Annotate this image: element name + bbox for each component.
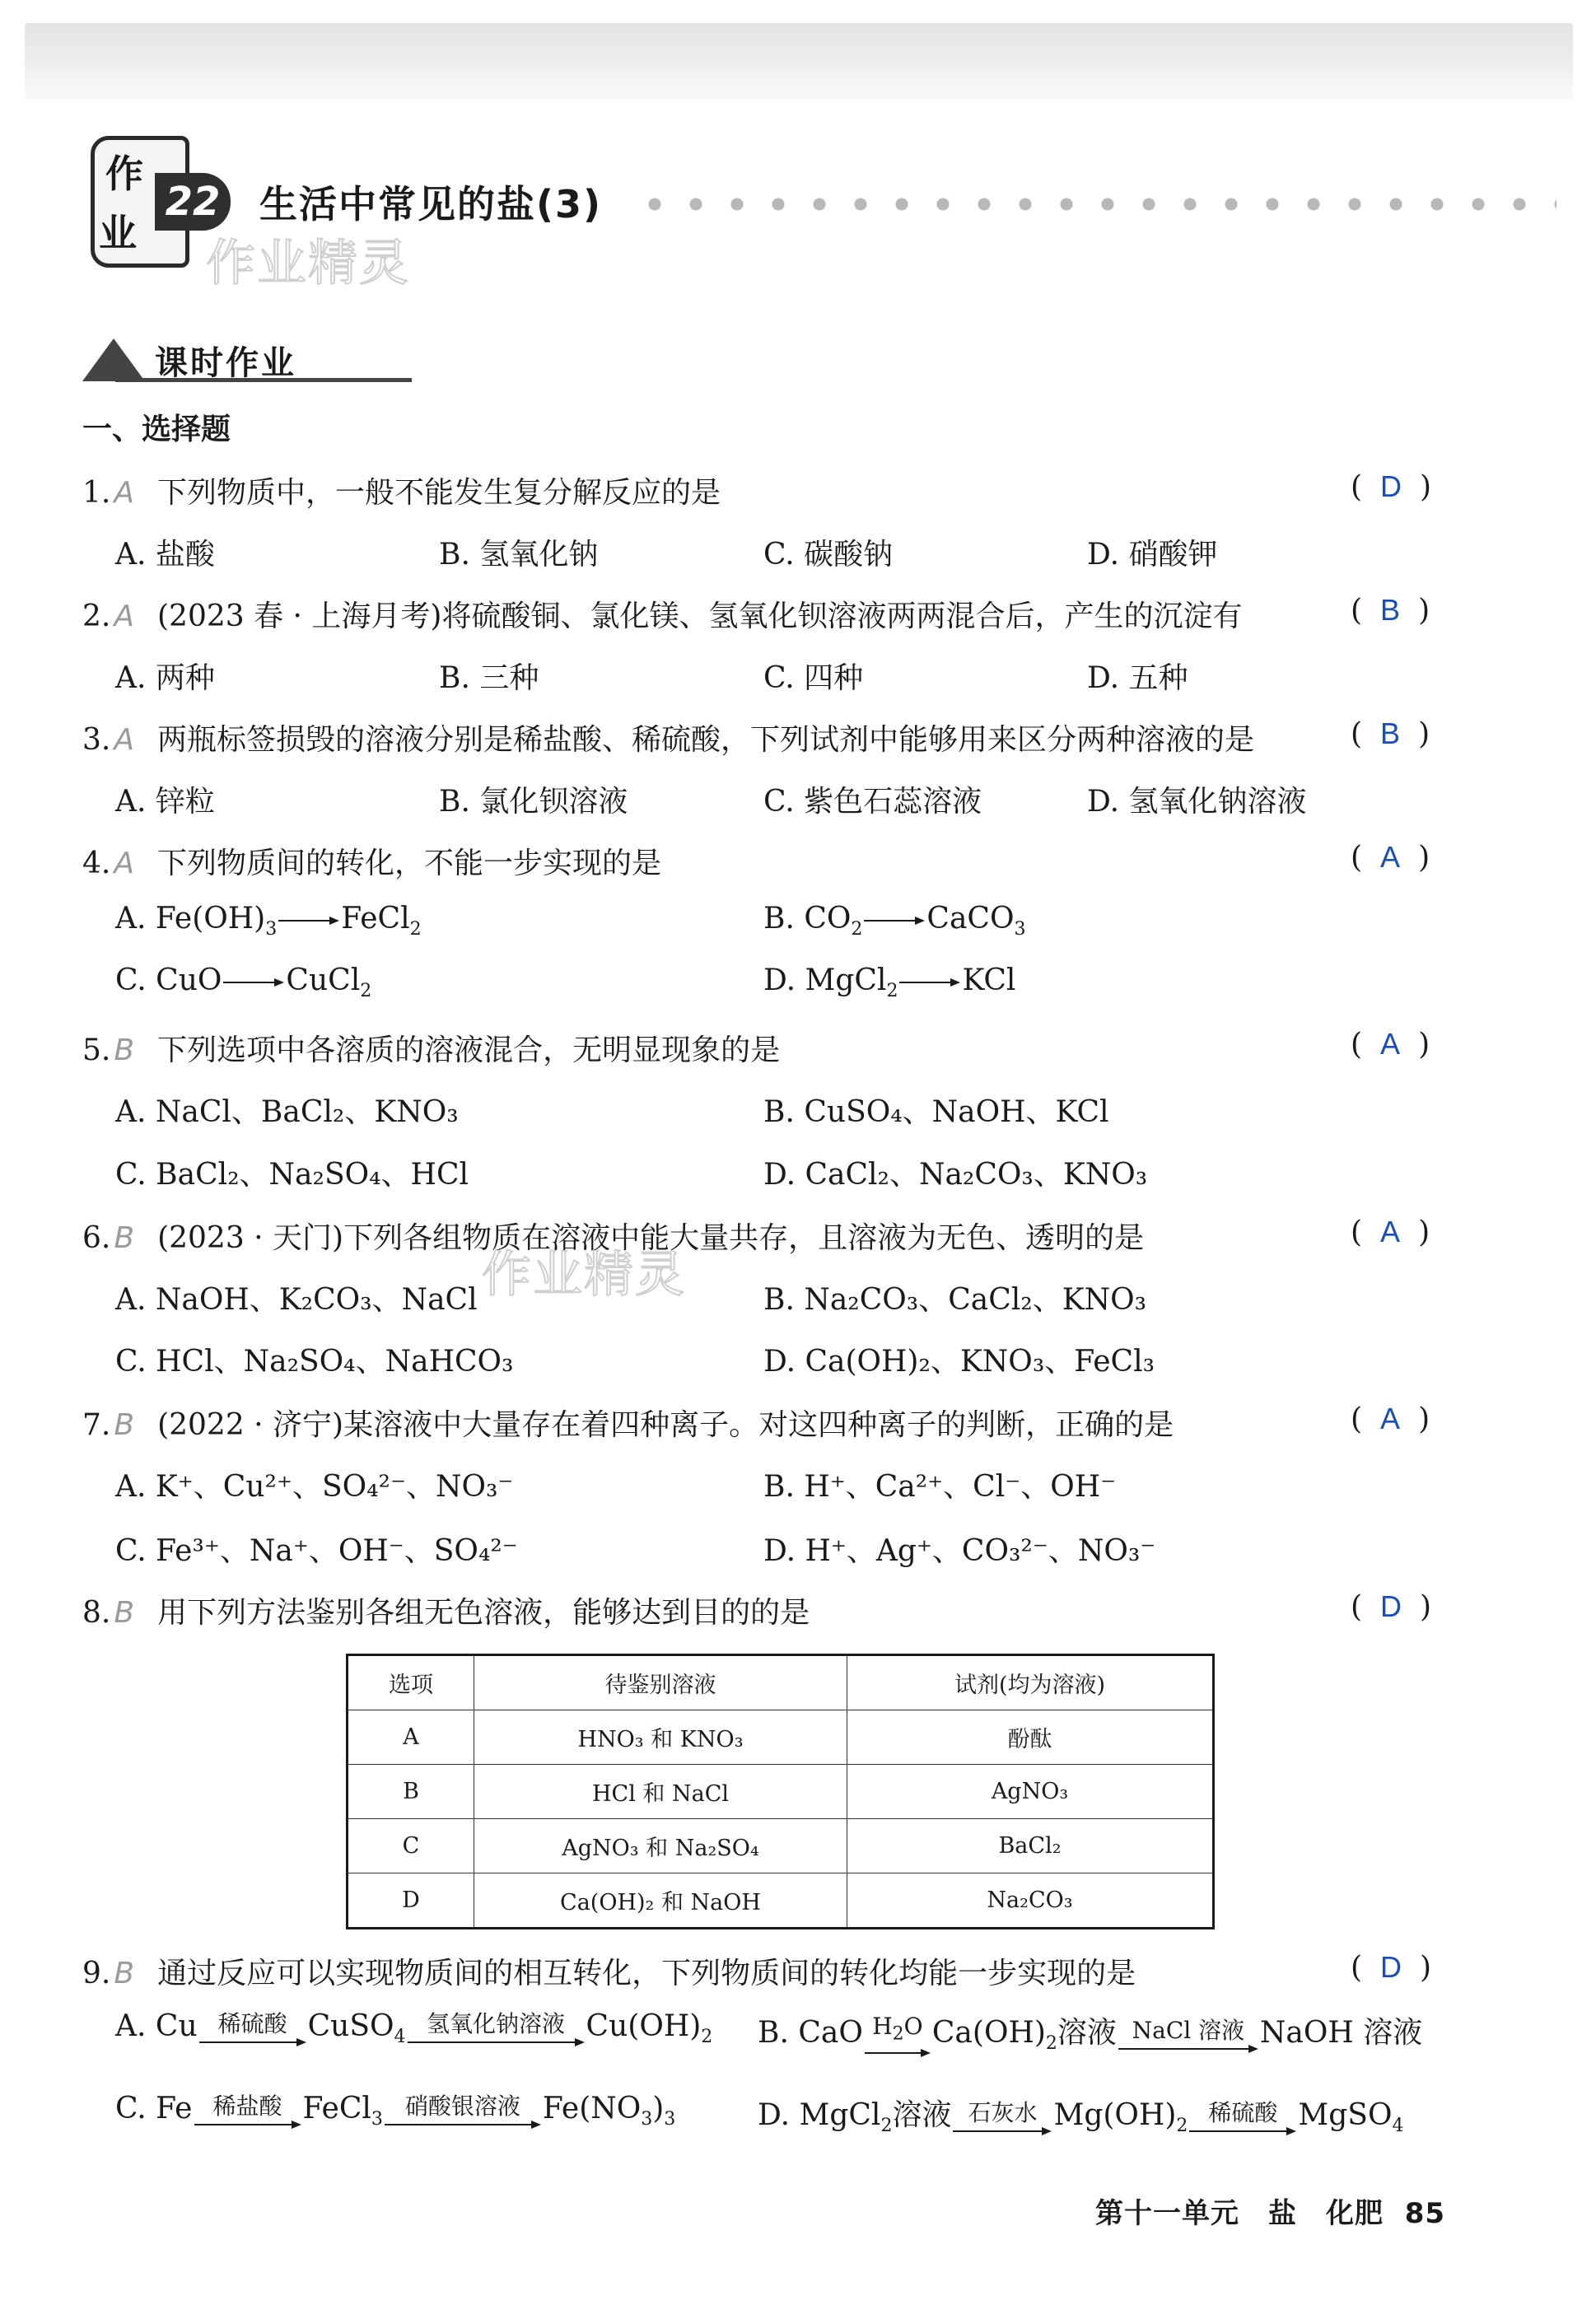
answer-letter: D <box>1380 1589 1402 1623</box>
answer-letter: D <box>1380 1950 1402 1984</box>
reaction-arrow-icon: NaCl 溶液 <box>1118 2017 1258 2053</box>
footer-unit: 第十一单元 盐 化肥 <box>1095 2197 1384 2230</box>
table-header-row <box>348 1655 1214 1710</box>
option-c: C. 四种 <box>763 661 864 695</box>
table-cell: Na₂CO₃ <box>847 1873 1214 1929</box>
answer-letter: D <box>1380 469 1402 503</box>
table-cell: BaCl₂ <box>847 1819 1214 1873</box>
option-b: B. $CO_2$ CaCO$_3$ <box>763 902 1026 940</box>
table-cell: A <box>348 1710 474 1765</box>
option-d: D. MgCl$_2$ KCl <box>763 964 1016 1002</box>
table-row <box>348 1710 1214 1765</box>
option-c: C. HCl、Na₂SO₄、NaHCO₃ <box>115 1345 514 1379</box>
option-c: C. CuO CuCl$_2$ <box>115 964 372 1002</box>
question-number: 9. <box>82 1957 111 1990</box>
table-row <box>348 1765 1214 1819</box>
question-7 <box>82 1402 1174 1444</box>
decorative-dots <box>634 198 1556 211</box>
option-c: C. 紫色石蕊溶液 <box>763 785 982 819</box>
reaction-arrow-icon: 氢氧化钠溶液 <box>408 2010 585 2046</box>
question-text: 下列物质中，一般不能发生复分解反应的是 <box>157 476 721 510</box>
question-text: (2022 · 济宁)某溶液中大量存在着四种离子。对这四种离子的判断，正确的是 <box>157 1408 1174 1442</box>
question-text: (2023 · 天门)下列各组物质在溶液中能大量共存，且溶液为无色、透明的是 <box>157 1221 1145 1255</box>
question-number: 1. <box>82 476 111 510</box>
question-2 <box>82 593 1242 635</box>
answer-1: ( D ) <box>1351 469 1432 504</box>
difficulty-level: B <box>114 1957 135 1990</box>
table-cell: AgNO₃ <box>847 1765 1214 1819</box>
difficulty-level: A <box>114 600 134 633</box>
page-footer <box>1095 2191 1445 2231</box>
difficulty-level: B <box>114 1408 135 1442</box>
option-b: B. 氢氧化钠 <box>439 538 599 572</box>
page-title: 生活中常见的盐(3) <box>259 182 603 226</box>
option-d: D. 五种 <box>1087 661 1188 695</box>
question-number: 4. <box>82 847 111 880</box>
option-b: B. 氯化钡溶液 <box>439 785 628 819</box>
reaction-arrow-icon: 硝酸银溶液 <box>385 2093 541 2129</box>
part-label: 一、选择题 <box>82 413 231 446</box>
difficulty-level: A <box>114 847 134 880</box>
answer-letter: A <box>1380 1215 1401 1248</box>
question-3 <box>82 716 1254 758</box>
answer-3: ( B ) <box>1351 716 1430 751</box>
table-cell: Ca(OH)₂ 和 NaOH <box>474 1873 847 1929</box>
answer-6: ( A ) <box>1351 1215 1430 1249</box>
table-row <box>348 1819 1214 1873</box>
option-a: A. 盐酸 <box>115 538 215 572</box>
question-text: 通过反应可以实现物质间的相互转化，下列物质间的转化均能一步实现的是 <box>157 1957 1136 1990</box>
question-number: 5. <box>82 1034 111 1067</box>
question-number: 8. <box>82 1596 111 1630</box>
reaction-arrow-icon: 石灰水 <box>953 2099 1052 2135</box>
question-text: 下列物质间的转化，不能一步实现的是 <box>157 847 662 880</box>
difficulty-level: B <box>114 1596 135 1630</box>
section-triangle-icon <box>82 338 145 381</box>
badge-number: 22 <box>155 173 231 231</box>
question-number: 6. <box>82 1221 111 1255</box>
question-6 <box>82 1215 1144 1257</box>
question-9 <box>82 1950 1136 1992</box>
table-cell: HNO₃ 和 KNO₃ <box>474 1710 847 1765</box>
answer-4: ( A ) <box>1351 840 1430 875</box>
answer-7: ( A ) <box>1351 1402 1430 1436</box>
option-b: B. CuSO₄、NaOH、KCl <box>763 1095 1109 1129</box>
option-b: B. 三种 <box>439 661 539 695</box>
table-cell: AgNO₃ 和 Na₂SO₄ <box>474 1819 847 1873</box>
top-scan-band <box>25 23 1573 101</box>
option-b: B. CaO $H_2O$ $Ca(OH)_2$溶液 NaCl 溶液 NaOH 溶液 <box>758 2009 1422 2057</box>
badge-char-1: 作 <box>105 152 143 196</box>
option-a: A. 锌粒 <box>115 785 215 819</box>
option-c: C. Fe 稀盐酸 FeCl$_3$ 硝酸银溶液 $Fe(NO_3)_3$ <box>115 2092 676 2130</box>
badge-char-2: 业 <box>99 211 137 255</box>
option-a: A. 两种 <box>115 661 215 695</box>
option-d: D. CaCl₂、Na₂CO₃、KNO₃ <box>763 1158 1148 1192</box>
watermark: 作业精灵 <box>482 1246 686 1304</box>
reaction-arrow-icon <box>864 917 925 925</box>
answer-letter: A <box>1380 840 1401 874</box>
difficulty-level: A <box>114 476 134 510</box>
question-8 <box>82 1589 810 1631</box>
answer-5: ( A ) <box>1351 1027 1430 1062</box>
table-cell: HCl 和 NaCl <box>474 1765 847 1819</box>
option-b: B. H⁺、Ca²⁺、Cl⁻、OH⁻ <box>763 1470 1117 1504</box>
option-d: D. 硝酸钾 <box>1087 538 1218 572</box>
table-row <box>348 1873 1214 1929</box>
difficulty-level: B <box>114 1034 135 1067</box>
difficulty-level: A <box>114 723 134 757</box>
question-number: 2. <box>82 600 111 633</box>
question-1 <box>82 469 721 511</box>
section-heading <box>82 334 329 383</box>
question-text: 用下列方法鉴别各组无色溶液，能够达到目的的是 <box>157 1596 810 1630</box>
answer-2: ( B ) <box>1351 593 1430 628</box>
option-c: C. BaCl₂、Na₂SO₄、HCl <box>115 1158 469 1192</box>
identification-table <box>346 1654 1215 1929</box>
option-a: A. $Fe(OH)_3$ FeCl$_2$ <box>115 902 422 940</box>
option-d: D. 氢氧化钠溶液 <box>1087 785 1307 819</box>
watermark: 作业精灵 <box>206 235 410 292</box>
reaction-arrow-icon: $H_2O$ <box>865 2013 931 2057</box>
question-text: 两瓶标签损毁的溶液分别是稀盐酸、稀硫酸，下列试剂中能够用来区分两种溶液的是 <box>157 723 1255 757</box>
reaction-arrow-icon: 稀盐酸 <box>194 2093 301 2129</box>
section-heading-text: 课时作业 <box>155 344 296 382</box>
option-a: A. NaCl、BaCl₂、KNO₃ <box>115 1095 459 1129</box>
page-number: 85 <box>1404 2197 1446 2230</box>
table-cell: C <box>348 1819 474 1873</box>
answer-letter: B <box>1380 593 1401 627</box>
option-a: A. Cu 稀硫酸 CuSO$_4$ 氢氧化钠溶液 $Cu(OH)_2$ <box>115 2009 713 2048</box>
answer-9: ( D ) <box>1351 1950 1432 1985</box>
reaction-arrow-icon <box>278 917 339 925</box>
answer-letter: A <box>1380 1402 1401 1435</box>
answer-8: ( D ) <box>1351 1589 1432 1624</box>
option-d: D. H⁺、Ag⁺、CO₃²⁻、NO₃⁻ <box>763 1534 1156 1568</box>
question-text: 下列选项中各溶质的溶液混合，无明显现象的是 <box>157 1034 781 1067</box>
option-a: A. NaOH、K₂CO₃、NaCl <box>115 1283 478 1317</box>
table-header-cell: 待鉴别溶液 <box>474 1655 847 1710</box>
reaction-arrow-icon <box>899 978 960 987</box>
reaction-arrow-icon: 稀硫酸 <box>1189 2099 1296 2135</box>
table-cell: B <box>348 1765 474 1819</box>
table-header-cell: 试剂(均为溶液) <box>847 1655 1214 1710</box>
option-c: C. Fe³⁺、Na⁺、OH⁻、SO₄²⁻ <box>115 1534 518 1568</box>
option-d: D. MgCl$_2$溶液 石灰水 $Mg(OH)_2$ 稀硫酸 MgSO$_4$ <box>758 2098 1404 2137</box>
option-b: B. Na₂CO₃、CaCl₂、KNO₃ <box>763 1283 1147 1317</box>
difficulty-level: B <box>114 1221 135 1255</box>
question-number: 3. <box>82 723 111 757</box>
table-cell: 酚酞 <box>847 1710 1214 1765</box>
question-number: 7. <box>82 1408 111 1442</box>
option-a: A. K⁺、Cu²⁺、SO₄²⁻、NO₃⁻ <box>115 1470 514 1504</box>
table-header-cell: 选项 <box>348 1655 474 1710</box>
reaction-arrow-icon: 稀硫酸 <box>199 2010 306 2046</box>
answer-letter: B <box>1380 716 1401 750</box>
answer-letter: A <box>1380 1027 1401 1061</box>
reaction-arrow-icon <box>223 978 284 987</box>
option-c: C. 碳酸钠 <box>763 538 894 572</box>
question-4 <box>82 840 661 882</box>
question-5 <box>82 1027 780 1069</box>
table-cell: D <box>348 1873 474 1929</box>
question-text: (2023 春 · 上海月考)将硫酸铜、氯化镁、氢氧化钡溶液两两混合后，产生的沉淀有 <box>157 600 1243 633</box>
option-d: D. Ca(OH)₂、KNO₃、FeCl₃ <box>763 1345 1155 1379</box>
